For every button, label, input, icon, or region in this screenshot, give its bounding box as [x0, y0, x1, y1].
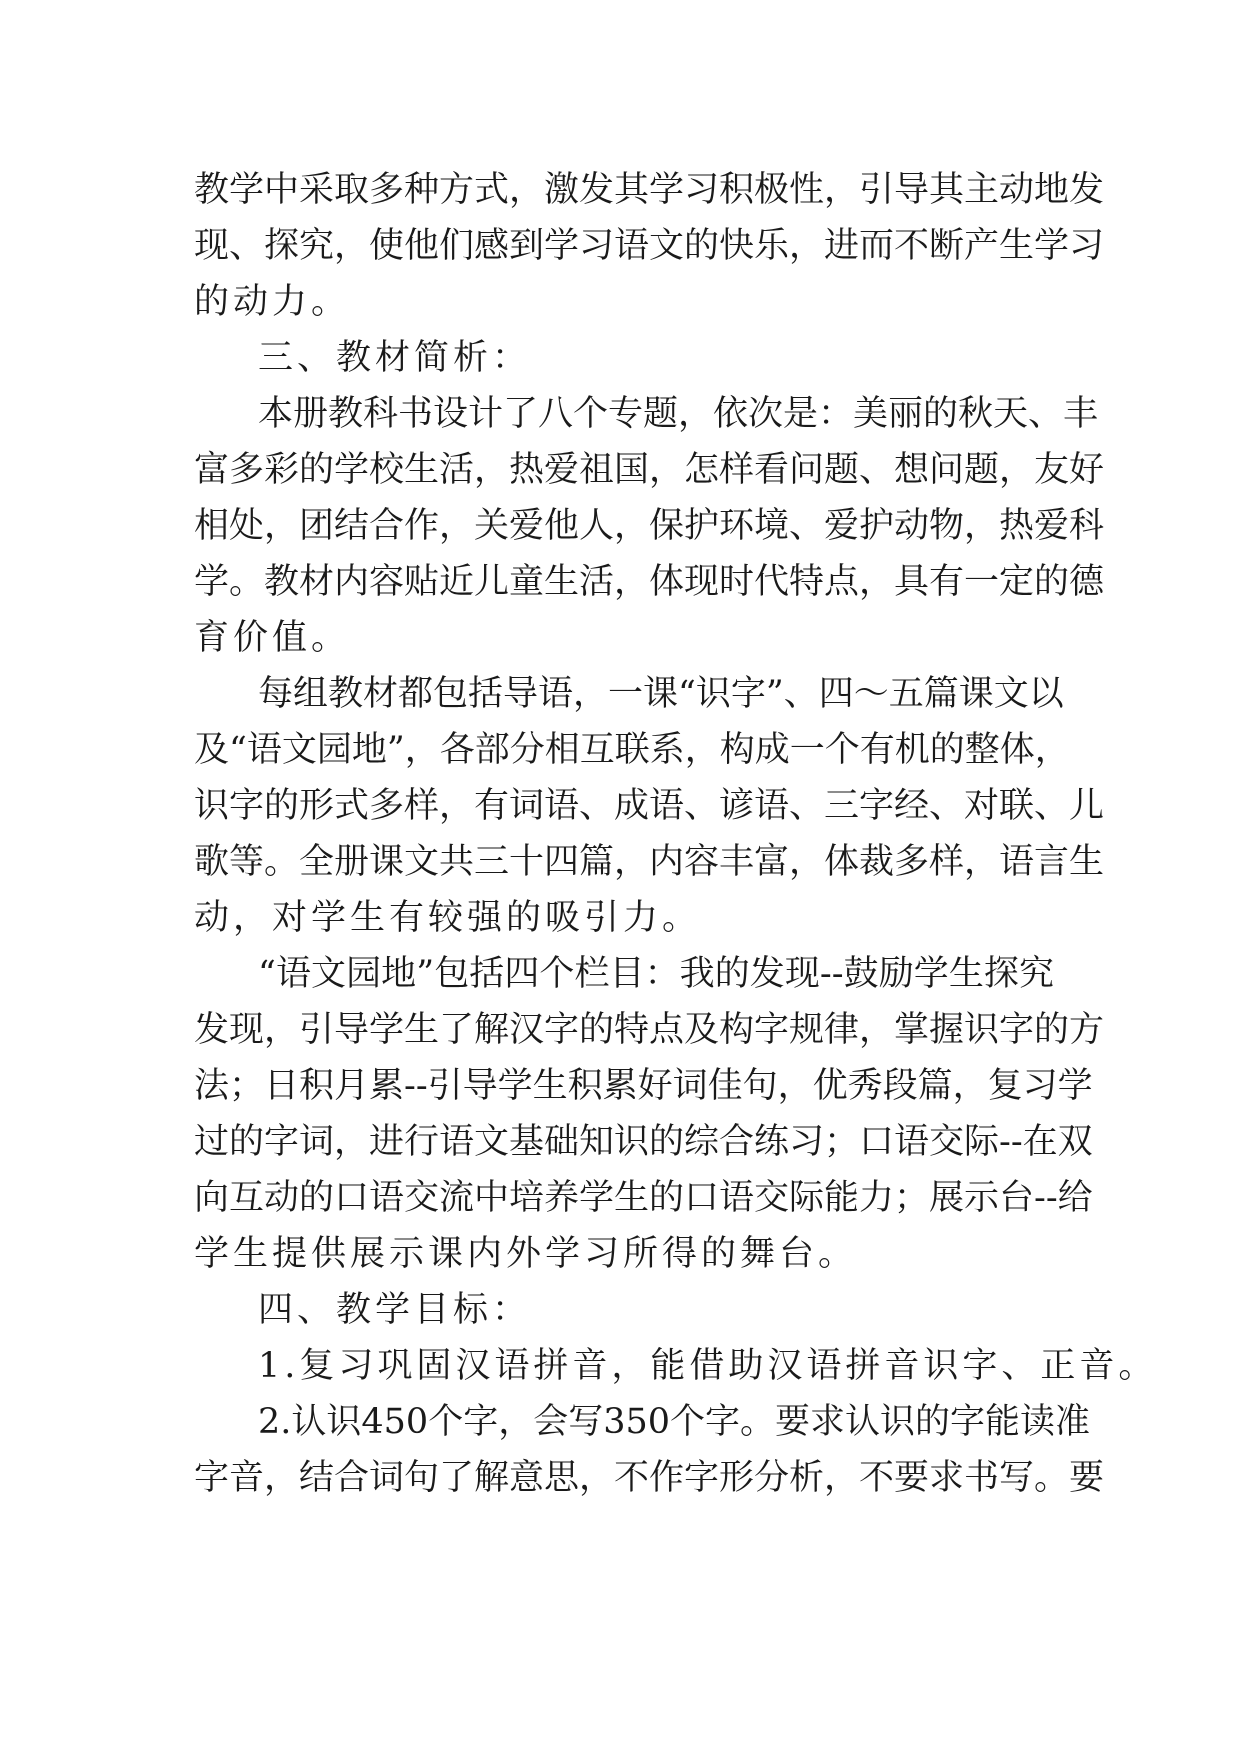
- text-line: 教学中采取多种方式，激发其学习积极性，引导其主动地发: [194, 170, 1105, 210]
- text-line: “语文园地”包括四个栏目：我的发现--鼓励学生探究: [258, 954, 1054, 994]
- text-line: 育价值。: [194, 618, 351, 658]
- text-line: 现、探究，使他们感到学习语文的快乐，进而不断产生学习: [194, 226, 1105, 266]
- text-line: 及“语文园地”，各部分相互联系，构成一个有机的整体，: [194, 730, 1070, 770]
- section-heading: 三、教材简析：: [258, 338, 532, 378]
- text-line: 相处，团结合作，关爱他人，保护环境、爱护动物，热爱科: [194, 506, 1105, 546]
- text-line: 发现，引导学生了解汉字的特点及构字规律，掌握识字的方: [194, 1010, 1105, 1050]
- text-line: 歌等。全册课文共三十四篇，内容丰富，体裁多样，语言生: [194, 842, 1105, 882]
- text-line: 本册教科书设计了八个专题，依次是：美丽的秋天、丰: [258, 394, 1099, 434]
- text-line: 学生提供展示课内外学习所得的舞台。: [194, 1234, 858, 1274]
- text-line: 每组教材都包括导语，一课“识字”、四～五篇课文以: [258, 674, 1064, 714]
- text-line: 识字的形式多样，有词语、成语、谚语、三字经、对联、儿: [194, 786, 1105, 826]
- list-item: 1.复习巩固汉语拼音，能借助汉语拼音识字、正音。: [258, 1346, 1158, 1386]
- text-line: 字音，结合词句了解意思，不作字形分析，不要求书写。要: [194, 1458, 1105, 1498]
- text-line: 学。教材内容贴近儿童生活，体现时代特点，具有一定的德: [194, 562, 1105, 602]
- text-line: 法；日积月累--引导学生积累好词佳句，优秀段篇，复习学: [194, 1066, 1093, 1106]
- text-line: 的动力。: [194, 282, 351, 322]
- list-item: 2.认识450个字，会写350个字。要求认识的字能读准: [258, 1402, 1091, 1442]
- text-line: 动，对学生有较强的吸引力。: [194, 898, 702, 938]
- section-heading: 四、教学目标：: [258, 1290, 532, 1330]
- text-line: 富多彩的学校生活，热爱祖国，怎样看问题、想问题，友好: [194, 450, 1105, 490]
- text-line: 向互动的口语交流中培养学生的口语交际能力；展示台--给: [194, 1178, 1093, 1218]
- text-line: 过的字词，进行语文基础知识的综合练习；口语交际--在双: [194, 1122, 1093, 1162]
